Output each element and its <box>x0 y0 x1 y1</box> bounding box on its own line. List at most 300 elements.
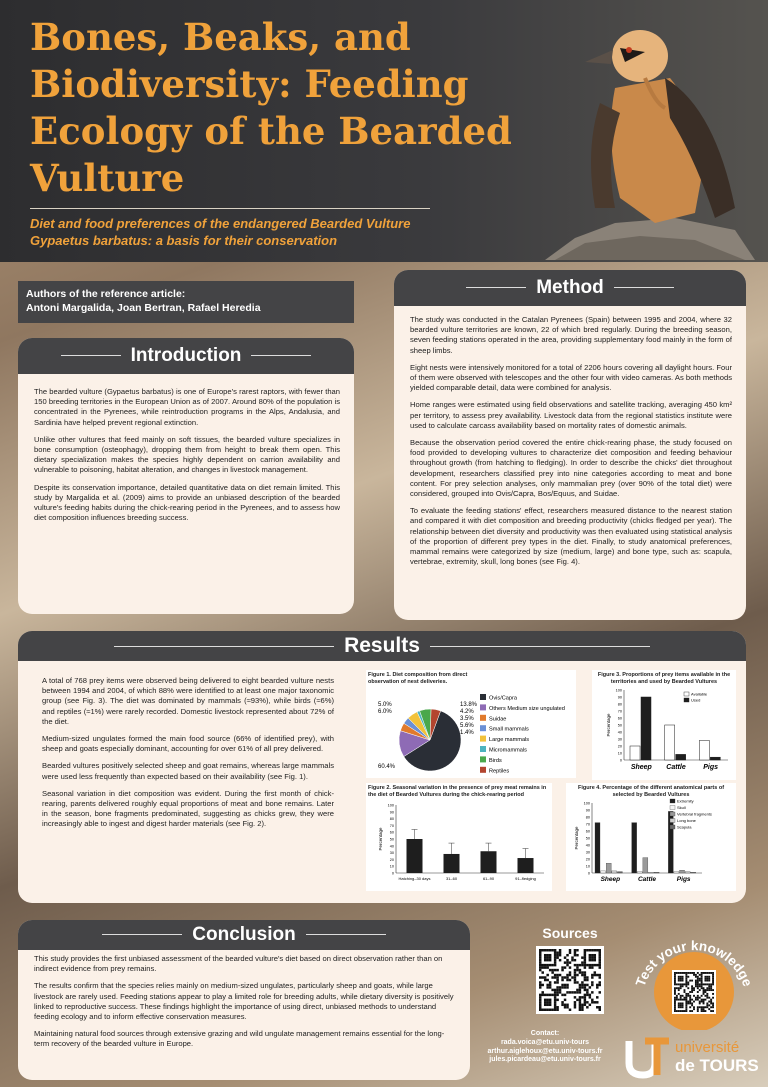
qr-module <box>576 954 578 956</box>
qr-module <box>549 1004 551 1006</box>
qr-module <box>680 980 682 982</box>
qr-module <box>554 954 556 956</box>
pie-data-label: 3.5% <box>460 716 474 722</box>
qr-module <box>556 1009 558 1011</box>
qr-module <box>678 1002 680 1004</box>
qr-module <box>674 989 676 991</box>
qr-module <box>564 994 566 996</box>
bar <box>641 697 651 760</box>
qr-module <box>706 987 708 989</box>
qr-module <box>539 956 541 958</box>
qr-module <box>689 972 691 974</box>
legend-label: Small mammals <box>489 726 529 733</box>
figure-4-bar-chart <box>566 783 736 891</box>
qr-module <box>697 978 699 980</box>
qr-module <box>574 976 576 978</box>
qr-module <box>674 976 676 978</box>
qr-module <box>546 966 548 968</box>
qr-module <box>693 1008 695 1010</box>
figure-1-caption: Figure 1. Diet composition from direct observation of nest deliveries. <box>368 672 468 685</box>
qr-module <box>684 989 686 991</box>
qr-module <box>564 961 566 963</box>
qr-module <box>589 959 591 961</box>
authors-label: Authors of the reference article: <box>26 288 186 300</box>
qr-module <box>684 999 686 1001</box>
qr-module <box>701 983 703 985</box>
logo-bottom-text: de TOURS <box>675 1056 759 1075</box>
qr-module <box>584 959 586 961</box>
y-tick-label: 90 <box>617 695 622 700</box>
y-tick-label: 80 <box>585 815 590 820</box>
qr-module <box>581 984 583 986</box>
qr-module <box>703 991 705 993</box>
figure-3 <box>592 670 736 780</box>
qr-module <box>685 1008 687 1010</box>
y-axis-label: Percentage <box>574 826 579 850</box>
qr-module <box>674 993 676 995</box>
qr-module <box>706 993 708 995</box>
qr-module <box>701 978 703 980</box>
qr-module <box>591 991 593 993</box>
qr-module <box>569 991 571 993</box>
qr-module <box>584 986 586 988</box>
qr-module <box>699 983 701 985</box>
qr-module <box>674 997 676 999</box>
qr-module <box>706 978 708 980</box>
qr-module <box>576 964 578 966</box>
qr-module <box>559 991 561 993</box>
qr-module <box>591 959 593 961</box>
qr-module <box>594 1001 596 1003</box>
y-tick-label: 70 <box>389 823 394 828</box>
bar <box>654 872 659 873</box>
qr-module <box>566 974 568 976</box>
qr-module <box>599 951 601 953</box>
qr-module <box>703 999 705 1001</box>
qr-module <box>574 964 576 966</box>
qr-module <box>678 993 680 995</box>
qr-module <box>674 983 676 985</box>
qr-module <box>564 976 566 978</box>
y-tick-label: 60 <box>617 716 622 721</box>
legend-swatch <box>670 812 675 816</box>
method-paragraph: Home ranges were estimated using field observations and satellite tracking, averaging 450 km² per territory, to assess prey availability. Livestock data from the regional statistics institute were used to calculate carcass availability based on mortality rates of domestic animals. <box>410 400 732 430</box>
qr-module <box>576 991 578 993</box>
y-tick-label: 100 <box>615 688 622 693</box>
qr-module <box>701 999 703 1001</box>
y-tick-label: 10 <box>617 751 622 756</box>
qr-module <box>695 997 697 999</box>
pie-data-label: 4.2% <box>460 709 474 715</box>
method-paragraph: The study was conducted in the Catalan Pyrenees (Spain) between 1995 and 2004, where 32 bearded vulture territories are known, 22 of which bred regularly. During the breeding season, seven feeding stations operated in the area, providing supplementary food mainly in the form of sheep limbs. <box>410 315 732 355</box>
test-your-knowledge-badge[interactable] <box>628 920 758 1030</box>
qr-module <box>693 1006 695 1008</box>
y-tick-label: 20 <box>585 857 590 862</box>
y-tick-label: 50 <box>389 837 394 842</box>
qr-module <box>556 999 558 1001</box>
qr-module <box>584 999 586 1001</box>
qr-module <box>676 997 678 999</box>
qr-module <box>594 974 596 976</box>
legend-label: Ovis/Capra <box>489 695 517 702</box>
qr-module <box>689 1010 691 1012</box>
qr-module <box>556 969 558 971</box>
qr-module <box>685 997 687 999</box>
qr-module <box>581 971 583 973</box>
qr-module <box>680 1002 682 1004</box>
heading-rule-left <box>61 355 121 356</box>
bar <box>648 872 653 873</box>
qr-module <box>596 1001 598 1003</box>
results-paragraph: Medium-sized ungulates formed the main food source (66% of identified prey), with sheep and goats especially dominant, accounting for over 61% of all prey delivered. <box>42 734 334 754</box>
qr-module <box>704 972 706 974</box>
qr-module <box>697 995 699 997</box>
qr-module <box>684 1010 686 1012</box>
qr-module <box>599 961 601 963</box>
bearded-vulture-image <box>545 8 755 260</box>
y-tick-label: 10 <box>585 864 590 869</box>
method-paragraph: Eight nests were intensively monitored for a total of 2206 hours covering all daylight hours. Four of them were observed with telescopes and the other four with video cameras. As both methods yielded comparable detail, data were combined for analysis. <box>410 362 732 393</box>
contact-email[interactable]: rada.voica@etu.univ-tours <box>500 1038 590 1046</box>
legend-swatch <box>684 698 689 702</box>
qr-module <box>693 995 695 997</box>
y-tick-label: 60 <box>389 830 394 835</box>
qr-module <box>596 984 598 986</box>
qr-module <box>581 986 583 988</box>
figure-1-pie-chart <box>366 670 576 778</box>
qr-module <box>596 996 598 998</box>
heading-rule-right <box>614 287 674 288</box>
y-tick-label: 90 <box>585 808 590 813</box>
qr-module <box>574 971 576 973</box>
qr-module <box>591 984 593 986</box>
qr-module <box>556 1006 558 1008</box>
bar <box>685 872 690 873</box>
qr-module <box>566 959 568 961</box>
qr-module <box>693 1001 695 1003</box>
qr-module <box>591 956 593 958</box>
qr-module <box>674 972 676 974</box>
qr-module <box>584 974 586 976</box>
qr-module <box>594 971 596 973</box>
qr-module <box>559 989 561 991</box>
qr-module <box>693 974 695 976</box>
qr-module <box>687 983 689 985</box>
qr-module <box>712 1002 714 1004</box>
qr-module <box>561 986 563 988</box>
qr-module <box>703 1002 705 1004</box>
qr-module <box>695 974 697 976</box>
qr-module <box>556 976 558 978</box>
qr-module <box>589 949 591 951</box>
qr-module <box>701 1010 703 1012</box>
qr-module <box>680 987 682 989</box>
qr-module <box>584 994 586 996</box>
legend-label: Long bone <box>677 818 696 823</box>
bar <box>637 872 642 873</box>
qr-module <box>703 1008 705 1010</box>
qr-module <box>687 972 689 974</box>
legend-label: Birds <box>489 757 502 764</box>
qr-module <box>574 991 576 993</box>
qr-module <box>706 995 708 997</box>
results-paragraph: Bearded vultures positively selected sheep and goat remains, whereas large mammals were used less frequently than expected based on their availability (see Fig. 1). <box>42 761 334 781</box>
qr-module <box>546 974 548 976</box>
x-tick-label: Cattle <box>637 876 657 883</box>
qr-module <box>678 987 680 989</box>
qr-module <box>689 980 691 982</box>
figure-2-caption: Figure 2. Seasonal variation in the presence of prey meat remains in the diet of Bearded Vultures during the chick-rearing period <box>368 785 547 798</box>
qr-module <box>689 1001 691 1003</box>
qr-module <box>546 1001 548 1003</box>
qr-module <box>541 991 543 993</box>
figure-2-bar-chart <box>366 783 552 891</box>
qr-module <box>689 999 691 1001</box>
qr-module <box>539 1006 541 1008</box>
contact-label: Contact: <box>530 1030 560 1037</box>
qr-module <box>566 979 568 981</box>
qr-module <box>539 949 541 951</box>
qr-module <box>544 1009 546 1011</box>
qr-module <box>584 976 586 978</box>
qr-module <box>685 1002 687 1004</box>
bar <box>674 872 679 873</box>
qr-module <box>564 986 566 988</box>
qr-module <box>680 976 682 978</box>
conclusion-heading: Conclusion <box>192 924 296 945</box>
qr-module <box>574 949 576 951</box>
qr-module <box>682 978 684 980</box>
qr-module <box>699 980 701 982</box>
qr-module <box>708 972 710 974</box>
qr-module <box>704 1010 706 1012</box>
y-tick-label: 60 <box>585 829 590 834</box>
authors-box <box>18 281 354 323</box>
qr-module <box>559 974 561 976</box>
qr-module <box>566 961 568 963</box>
qr-module <box>685 983 687 985</box>
qr-module <box>691 972 693 974</box>
qr-module <box>685 974 687 976</box>
y-tick-label: 0 <box>587 871 590 876</box>
qr-module <box>591 974 593 976</box>
x-tick-label: Pigs <box>703 764 719 771</box>
qr-module <box>591 976 593 978</box>
qr-module <box>551 949 553 951</box>
qr-module <box>697 999 699 1001</box>
qr-module <box>704 999 706 1001</box>
bar <box>601 871 606 873</box>
pie-data-label: 60.4% <box>378 764 396 770</box>
qr-module <box>704 989 706 991</box>
bar <box>481 851 497 873</box>
qr-module <box>697 1010 699 1012</box>
qr-module <box>704 978 706 980</box>
x-tick-label: Pigs <box>676 876 691 883</box>
qr-module <box>703 989 705 991</box>
qr-module <box>586 1006 588 1008</box>
qr-module <box>712 980 714 982</box>
qr-module <box>701 972 703 974</box>
sources-qr-code[interactable] <box>536 946 604 1014</box>
qr-module <box>549 999 551 1001</box>
qr-module <box>599 956 601 958</box>
qr-module <box>691 989 693 991</box>
qr-module <box>546 959 548 961</box>
qr-module <box>561 984 563 986</box>
qr-module <box>708 997 710 999</box>
qr-module <box>697 1008 699 1010</box>
qr-module <box>544 959 546 961</box>
qr-module <box>569 971 571 973</box>
qr-module <box>695 976 697 978</box>
qr-module <box>691 1002 693 1004</box>
qr-module <box>539 1009 541 1011</box>
qr-module <box>551 989 553 991</box>
pie-data-label: 6.0% <box>378 709 392 715</box>
qr-module <box>704 991 706 993</box>
figure-4-caption: Figure 4. Percentage of the different anatomical parts of selected by Bearded Vultures <box>577 785 725 798</box>
qr-module <box>701 1008 703 1010</box>
legend-label: Large mammals <box>489 737 530 744</box>
results-heading: Results <box>344 634 420 657</box>
qr-module <box>599 1006 601 1008</box>
qr-module <box>554 959 556 961</box>
qr-module <box>586 1001 588 1003</box>
qr-module <box>549 986 551 988</box>
qr-module <box>584 961 586 963</box>
qr-module <box>687 995 689 997</box>
qr-module <box>584 971 586 973</box>
qr-module <box>674 1001 676 1003</box>
qr-module <box>569 961 571 963</box>
qr-module <box>591 981 593 983</box>
method-paragraph: To evaluate the feeding stations' effect, researchers measured distance to the nearest station and compared it with diet composition and breeding productivity (chicks fledged per year). The relationship between diet diversity and productivity was then evaluated using statistical analysis of the proportion of different prey types in the diet. Finally, to study anatomical preferences, mammal remains were categorized by size (medium, large) and bone type, such as: scapula, vertebrae, extremity, skull, long bones (see Fig. 4). <box>410 506 732 567</box>
qr-module <box>682 995 684 997</box>
qr-module <box>551 994 553 996</box>
heading-rule-left <box>466 287 526 288</box>
qr-module <box>584 979 586 981</box>
qr-module <box>559 959 561 961</box>
qr-module <box>574 959 576 961</box>
figure-4 <box>566 783 736 891</box>
qr-module <box>691 980 693 982</box>
qr-module <box>541 1009 543 1011</box>
heading-rule-right <box>251 355 311 356</box>
qr-module <box>544 954 546 956</box>
x-tick-label: 61–90 <box>482 876 495 881</box>
qr-module <box>682 985 684 987</box>
bar <box>518 858 534 873</box>
legend-swatch <box>670 825 675 829</box>
qr-module <box>697 976 699 978</box>
qr-module <box>549 984 551 986</box>
qr-module <box>564 1004 566 1006</box>
qr-module <box>589 956 591 958</box>
qr-module <box>574 1001 576 1003</box>
qr-module <box>561 979 563 981</box>
qr-module <box>676 995 678 997</box>
qr-module <box>691 1004 693 1006</box>
qr-module <box>699 1002 701 1004</box>
qr-module <box>704 980 706 982</box>
qr-module <box>674 1002 676 1004</box>
qr-module <box>599 1009 601 1011</box>
qr-module <box>561 994 563 996</box>
qr-module <box>701 976 703 978</box>
legend-swatch <box>670 799 675 803</box>
y-tick-label: 40 <box>585 843 590 848</box>
qr-module <box>704 983 706 985</box>
qr-module <box>549 969 551 971</box>
y-tick-label: 10 <box>389 864 394 869</box>
qr-module <box>554 961 556 963</box>
qr-module <box>712 1006 714 1008</box>
qr-module <box>581 1006 583 1008</box>
qr-module <box>594 959 596 961</box>
qr-module <box>676 987 678 989</box>
contact-email[interactable]: jules.picardeau@etu.univ-tours.fr <box>489 1056 601 1064</box>
qr-module <box>699 985 701 987</box>
qr-module <box>678 978 680 980</box>
qr-module <box>710 989 712 991</box>
qr-module <box>541 949 543 951</box>
qr-module <box>701 1006 703 1008</box>
intro-paragraph: Despite its conservation importance, detailed quantitative data on diet remain limited. This study by Margalida et al. (2009) aims to provide an unbiased description of the bearded vulture's feeding habits during the chick-rearing period in the Pyrenees, and to assess how diet composition influences breeding success. <box>34 482 340 523</box>
legend-label: Used <box>691 697 701 703</box>
y-tick-label: 0 <box>391 871 394 876</box>
qr-module <box>566 1004 568 1006</box>
qr-module <box>687 976 689 978</box>
qr-module <box>574 1004 576 1006</box>
qr-module <box>581 961 583 963</box>
qr-module <box>706 980 708 982</box>
qr-module <box>579 984 581 986</box>
qr-module <box>561 966 563 968</box>
bar <box>665 725 675 760</box>
qr-module <box>551 976 553 978</box>
poster-subtitle: Diet and food preferences of the endangered Bearded Vulture Gypaetus barbatus: a basis for their conservation <box>30 216 411 248</box>
qr-module <box>695 999 697 1001</box>
qr-module <box>574 969 576 971</box>
introduction-header <box>18 338 354 374</box>
qr-module <box>584 951 586 953</box>
qr-module <box>710 1001 712 1003</box>
qr-module <box>556 981 558 983</box>
qr-module <box>594 954 596 956</box>
qr-module <box>581 964 583 966</box>
legend-swatch <box>480 767 486 773</box>
qr-module <box>554 1004 556 1006</box>
qr-module <box>544 1004 546 1006</box>
qr-module <box>685 993 687 995</box>
qr-module <box>574 951 576 953</box>
qr-module <box>556 994 558 996</box>
qr-module <box>539 984 541 986</box>
qr-module <box>703 987 705 989</box>
bar <box>617 872 622 873</box>
qr-module <box>539 951 541 953</box>
qr-module <box>599 949 601 951</box>
contact-email[interactable]: arthur.aiglehoux@etu.univ-tours.fr <box>487 1047 603 1055</box>
conclusion-header <box>18 920 470 950</box>
qr-module <box>594 964 596 966</box>
results-text <box>42 676 334 837</box>
qr-module <box>687 993 689 995</box>
qr-module <box>556 991 558 993</box>
qr-module <box>584 996 586 998</box>
qr-module <box>546 1004 548 1006</box>
